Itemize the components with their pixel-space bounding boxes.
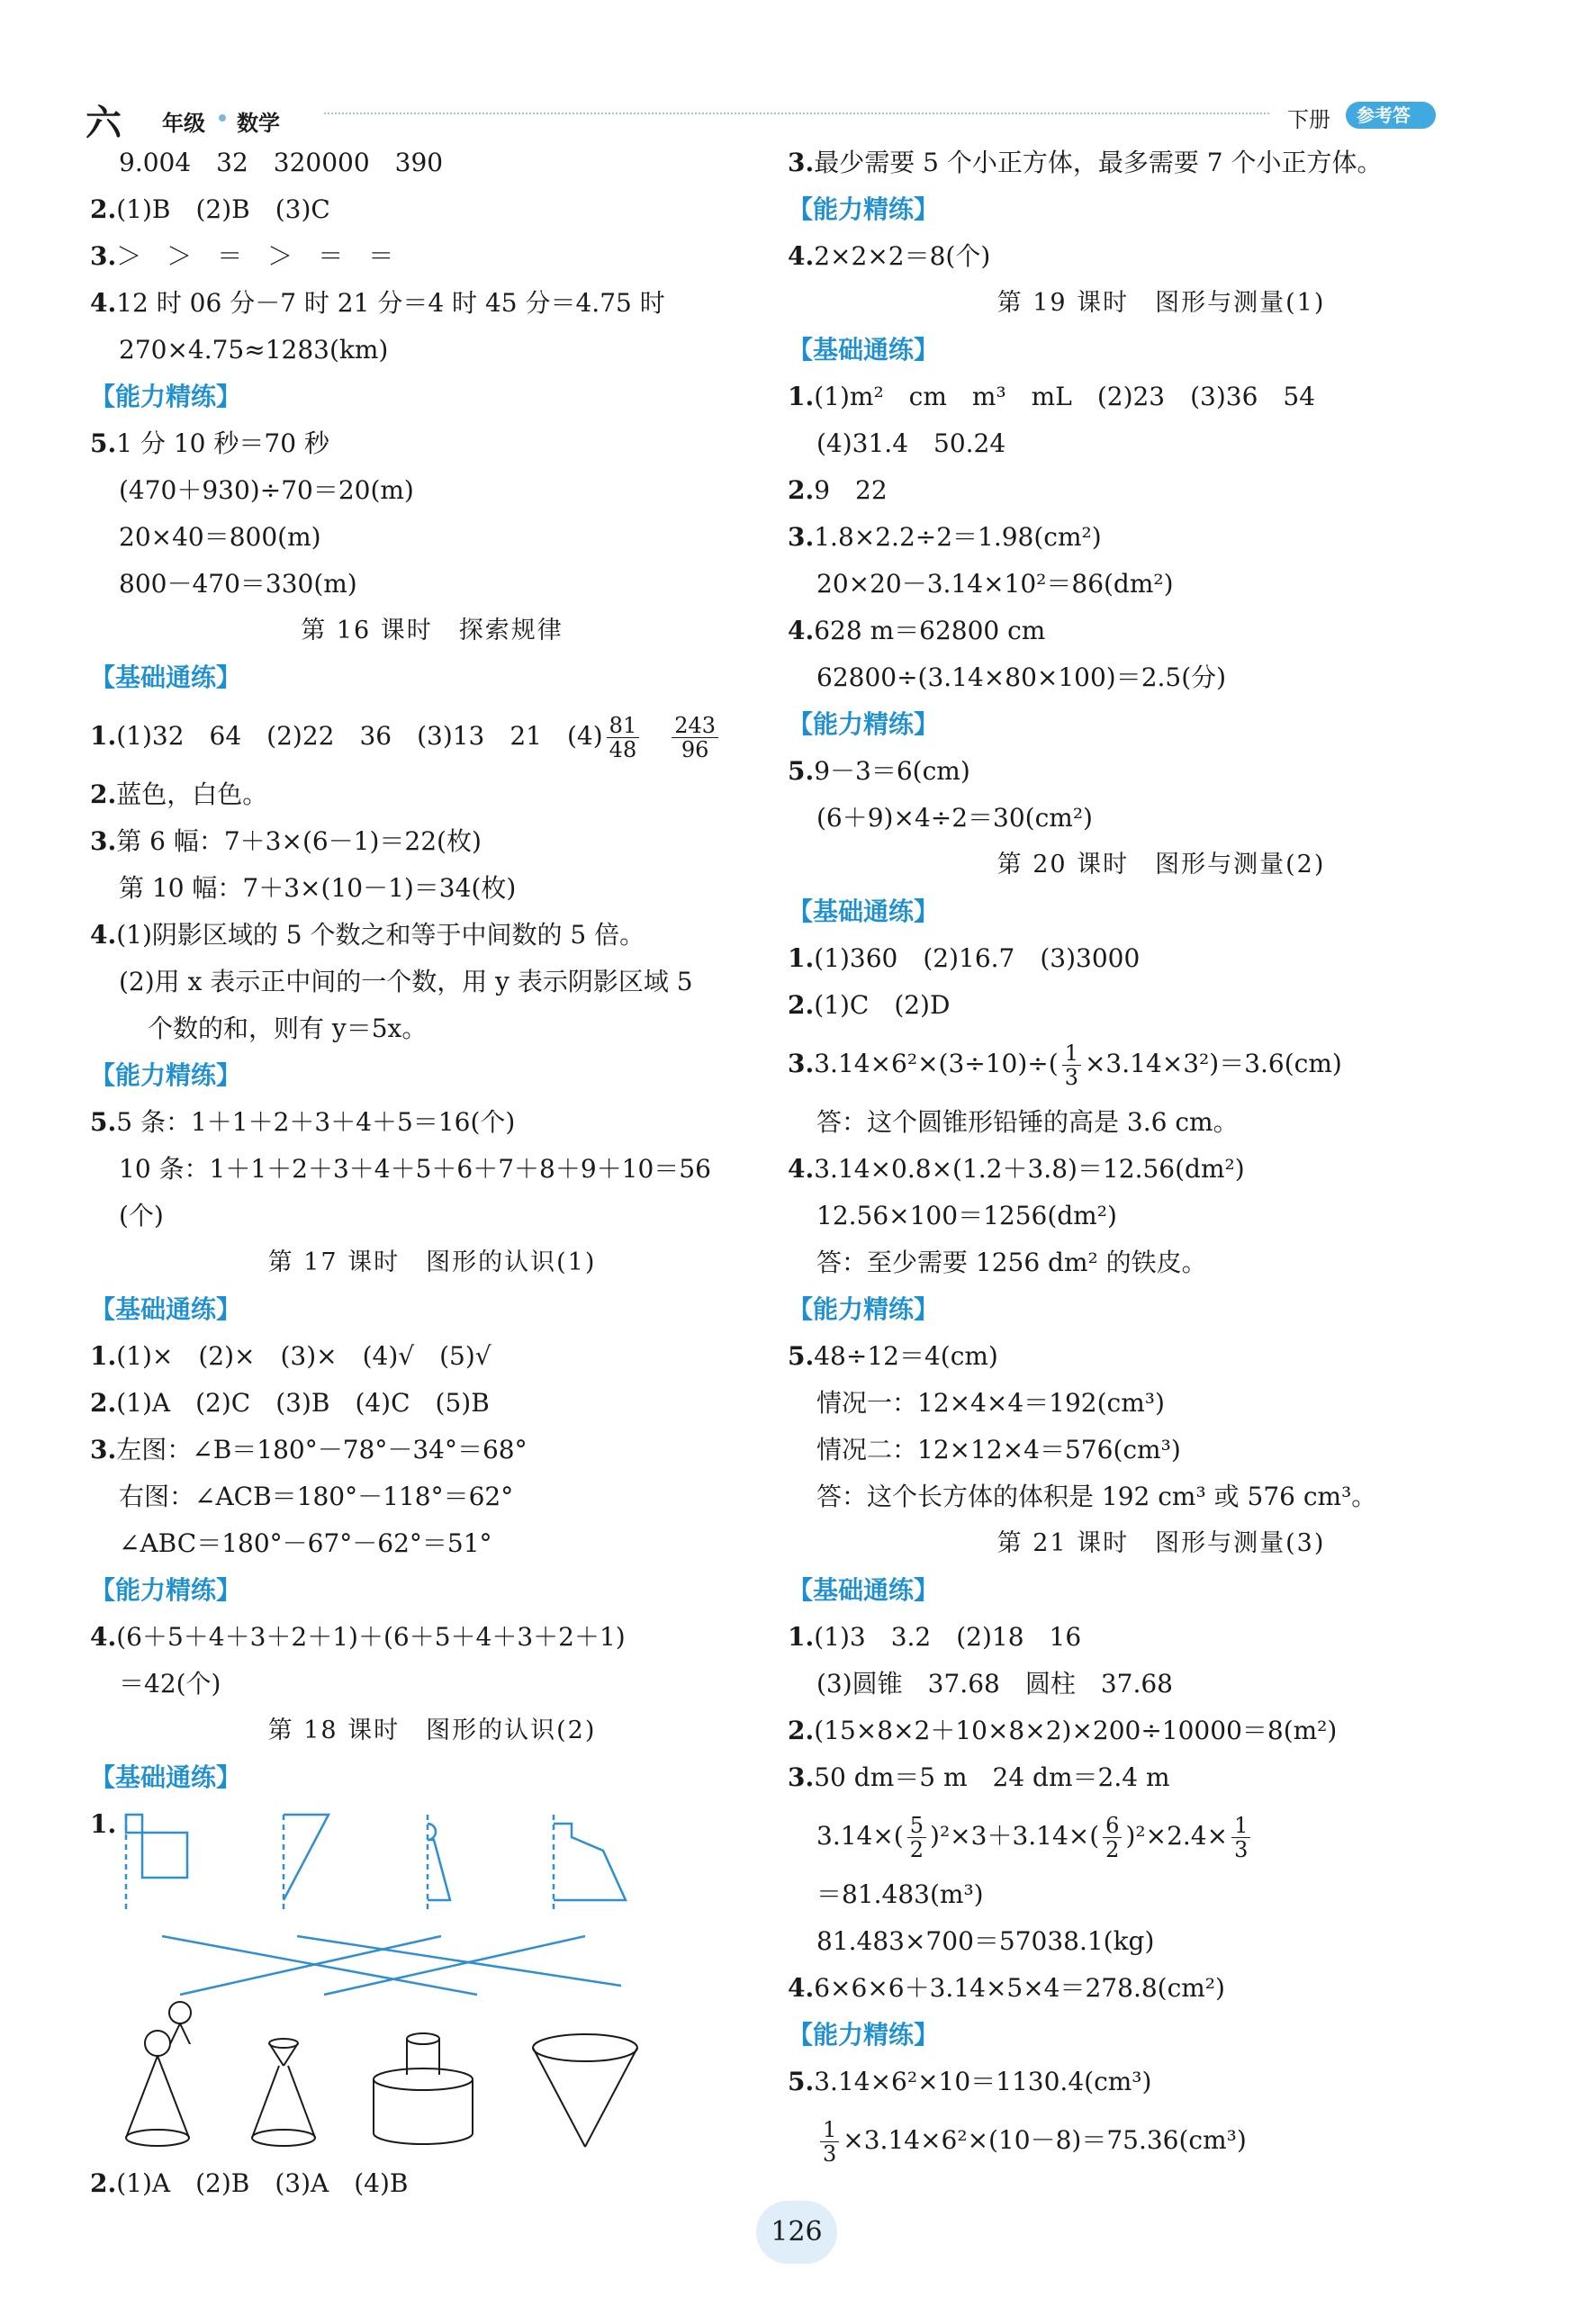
answer-line: [788, 1146, 1535, 1193]
answer-line: [90, 701, 774, 771]
answer-text: (1)C (2)D: [814, 990, 951, 1020]
section-heading: 【能力精练】: [788, 2020, 940, 2050]
item-number: 1.: [788, 1622, 815, 1652]
answer-line: [90, 1333, 774, 1380]
answer-text: (1)阴影区域的 5 个数之和等于中间数的 5 倍。: [116, 920, 645, 950]
section-heading: 【基础通练】: [788, 897, 940, 926]
section-heading: 【能力精练】: [90, 1060, 242, 1090]
page-number: 126: [756, 2201, 837, 2264]
answer-line: 情况一：12×4×4＝192(cm³): [816, 1388, 1165, 1418]
answer-line: [788, 2059, 1535, 2105]
page-header: [86, 95, 1436, 153]
answer-line: 答：这个长方体的体积是 192 cm³ 或 576 cm³。: [816, 1482, 1377, 1511]
item-number: 5.: [788, 756, 815, 786]
item-number: 5.: [788, 2067, 815, 2096]
solid-cylinders: [374, 2033, 473, 2144]
answer-text: 2×2×2＝8(个): [814, 241, 991, 271]
lesson-title: 第 21 课时 图形与测量(3): [996, 1529, 1326, 1557]
answer-line: [788, 374, 1535, 420]
answer-line: [788, 467, 1535, 514]
answer-text: 蓝色，白色。: [116, 780, 268, 809]
answer-badge: 参考答案: [1346, 102, 1436, 129]
answer-line: [788, 1754, 1535, 1801]
answer-line: [90, 1099, 774, 1146]
answer-line: ∠ABC＝180°－67°－62°＝51°: [119, 1528, 492, 1558]
fraction: $\frac{1}{3}$: [820, 2118, 839, 2167]
answer-text: (1)32 64 (2)22 36 (3)13 21 (4): [116, 721, 603, 751]
top-shape-1: [126, 1815, 187, 1914]
item-number: 4.: [788, 1973, 815, 2003]
lesson-title: 第 20 课时 图形与测量(2): [996, 851, 1326, 879]
answer-line: 第 10 幅：7＋3×(10－1)＝34(枚): [119, 873, 517, 903]
item-number: 2.: [90, 194, 117, 224]
answer-text: (6＋5＋4＋3＋2＋1)＋(6＋5＋4＋3＋2＋1): [116, 1622, 626, 1652]
fraction: $\frac{1}{3}$: [1231, 1814, 1250, 1862]
section-heading: 【能力精练】: [788, 709, 940, 739]
shape-matching-diagram: [117, 1801, 693, 2044]
answer-line: [90, 233, 774, 280]
answer-text: 12 时 06 分－7 时 21 分＝4 时 45 分＝4.75 时: [116, 288, 665, 318]
item-number: 3.: [90, 1435, 117, 1464]
answer-line: [788, 1801, 1535, 1871]
item-number: 4.: [90, 288, 117, 318]
item-number: 1.: [788, 382, 815, 411]
answer-text: (1)B (2)B (3)C: [116, 194, 330, 224]
answer-line: [788, 140, 1535, 186]
item-number: 3.: [788, 1762, 815, 1792]
top-shape-4: [554, 1815, 626, 1914]
answer-line: [788, 514, 1535, 561]
answer-line: 右图：∠ACB＝180°－118°＝62°: [119, 1482, 514, 1511]
answer-text: (1)m² cm m³ mL (2)23 (3)36 54: [814, 382, 1316, 411]
answer-line: [90, 912, 774, 959]
lesson-title: 第 19 课时 图形与测量(1): [996, 289, 1326, 317]
section-heading: 【能力精练】: [90, 382, 242, 411]
item-number: 3.: [90, 826, 117, 856]
answer-text: (1)× (2)× (3)× (4)√ (5)√: [116, 1341, 491, 1371]
answer-line: [788, 1029, 1535, 1099]
item-number: 1.: [90, 1809, 117, 1839]
lesson-title: 第 16 课时 探索规律: [301, 617, 564, 644]
section-heading: 【能力精练】: [788, 194, 940, 224]
solid-inverted-cone: [533, 2034, 637, 2147]
answer-line: 270×4.75≈1283(km): [119, 335, 389, 365]
answer-line: [90, 186, 774, 233]
answer-line: [788, 935, 1535, 982]
item-number: 3.: [788, 1049, 815, 1078]
answer-text: (1)A (2)B (3)A (4)B: [116, 2168, 409, 2198]
section-heading: 【能力精练】: [788, 1294, 940, 1324]
answer-text: 3.14×6²×(3÷10)÷(: [814, 1049, 1059, 1078]
grade-label: 年级: [162, 111, 205, 136]
answer-text: )²×2.4×: [1125, 1821, 1229, 1851]
answer-line: [788, 2105, 1535, 2176]
answer-text: (1)360 (2)16.7 (3)3000: [814, 943, 1141, 973]
item-number: 3.: [788, 522, 815, 552]
answer-line: [90, 1380, 774, 1427]
answer-line: 答：至少需要 1256 dm² 的铁皮。: [816, 1248, 1207, 1277]
solid-shapes-row: [108, 2025, 684, 2160]
answer-text: 48÷12＝4(cm): [814, 1341, 998, 1371]
answer-line: [90, 1427, 774, 1473]
answer-line: (4)31.4 50.24: [816, 428, 1006, 458]
section-heading: 【基础通练】: [788, 335, 940, 365]
answer-line: (3)圆锥 37.68 圆柱 37.68: [816, 1669, 1173, 1699]
item-number: 2.: [90, 780, 117, 809]
header-divider: [324, 113, 1269, 114]
top-shape-2: [284, 1815, 329, 1914]
section-heading: 【基础通练】: [90, 1762, 242, 1792]
lesson-title: 第 17 课时 图形的认识(1): [267, 1248, 597, 1276]
answer-text: (15×8×2＋10×8×2)×200÷10000＝8(m²): [814, 1716, 1338, 1745]
answer-text: 1.8×2.2÷2＝1.98(cm²): [814, 522, 1102, 552]
answer-line: 个数的和，则有 y＝5x。: [148, 1014, 428, 1043]
answer-line: [90, 818, 774, 865]
answer-line: [90, 420, 774, 467]
item-number: 4.: [788, 1154, 815, 1184]
item-number: 5.: [90, 1107, 117, 1137]
fraction: $\frac{1}{3}$: [1062, 1041, 1081, 1090]
answer-line: [788, 233, 1535, 280]
item-number: 3.: [90, 241, 117, 271]
answer-line: [788, 1965, 1535, 2012]
fraction: $\frac{6}{2}$: [1103, 1814, 1122, 1862]
answer-line: [90, 2160, 408, 2207]
answer-line: 情况二：12×12×4＝576(cm³): [816, 1435, 1181, 1464]
answer-text: 9－3＝6(cm): [814, 756, 970, 786]
answer-text: 6×6×6＋3.14×5×4＝278.8(cm²): [814, 1973, 1225, 2003]
top-shape-3: [428, 1815, 450, 1914]
answer-text: 5 条：1＋1＋2＋3＋4＋5＝16(个): [116, 1107, 516, 1137]
answer-line: (6＋9)×4÷2＝30(cm²): [816, 803, 1093, 833]
solid-frustum-cone: [252, 2039, 315, 2146]
match-line: [297, 1936, 621, 1986]
item-number: 1.: [788, 943, 815, 973]
answer-text: )²×3＋3.14×(: [930, 1821, 1100, 1851]
answer-line: 10 条：1＋1＋2＋3＋4＋5＋6＋7＋8＋9＋10＝56: [119, 1154, 711, 1184]
solid-ball-cone: [126, 2031, 189, 2146]
grade-mark: 六: [86, 102, 122, 144]
section-heading: 【基础通练】: [90, 662, 242, 692]
answer-line: 81.483×700＝57038.1(kg): [816, 1926, 1155, 1956]
answer-line: (470＋930)÷70＝20(m): [119, 475, 414, 505]
answer-line: [90, 771, 774, 818]
answer-text: 628 m＝62800 cm: [814, 616, 1046, 645]
item-number: 4.: [788, 241, 815, 271]
answer-line: [90, 280, 774, 327]
item-number: 3.: [788, 148, 815, 177]
answer-text: 1 分 10 秒＝70 秒: [116, 428, 329, 458]
answer-line: 20×40＝800(m): [119, 522, 321, 552]
answer-line: [788, 1614, 1535, 1661]
header-dot: [219, 114, 226, 122]
answer-line: 800－470＝330(m): [119, 569, 357, 599]
answer-text: ＞ ＞ ＝ ＞ ＝ ＝: [116, 241, 394, 271]
matching-figure: [90, 1801, 774, 2044]
item-number: 4.: [90, 920, 117, 950]
item-number: 1.: [90, 721, 117, 751]
answer-text: 第 6 幅：7＋3×(6－1)＝22(枚): [116, 826, 482, 856]
answer-line: 12.56×100＝1256(dm²): [816, 1201, 1117, 1230]
answer-line: [788, 748, 1535, 795]
left-column: [90, 140, 774, 2044]
lesson-title: 第 18 课时 图形的认识(2): [267, 1717, 597, 1744]
match-line: [162, 1936, 477, 1995]
subject-label: 数学: [237, 111, 280, 136]
item-number: 2.: [90, 1388, 117, 1418]
answer-text: 3.14×0.8×(1.2＋3.8)＝12.56(dm²): [814, 1154, 1245, 1184]
answer-line: 20×20－3.14×10²＝86(dm²): [816, 569, 1174, 599]
item-number: 5.: [788, 1341, 815, 1371]
fraction: $\frac{5}{2}$: [907, 1814, 926, 1862]
answer-line: [788, 1333, 1535, 1380]
answer-text: (1)A (2)C (3)B (4)C (5)B: [116, 1388, 490, 1418]
answer-line: 9.004 32 320000 390: [119, 148, 444, 177]
fraction: $\frac{81}{48}$: [607, 714, 640, 762]
section-heading: 【基础通练】: [90, 1294, 242, 1324]
answer-line: (个): [119, 1201, 164, 1230]
answer-text: 3.14×6²×10＝1130.4(cm³): [814, 2067, 1152, 2096]
answer-text: 50 dm＝5 m 24 dm＝2.4 m: [814, 1762, 1170, 1792]
answer-line: [90, 1614, 774, 1661]
item-number: 4.: [788, 616, 815, 645]
answer-text: 9 22: [814, 475, 888, 505]
answer-line: [788, 608, 1535, 654]
answer-line: ＝81.483(m³): [816, 1879, 984, 1909]
item-number: 2.: [788, 990, 815, 1020]
answer-line: 62800÷(3.14×80×100)＝2.5(分): [816, 662, 1227, 692]
match-line: [180, 1936, 441, 1995]
answer-line: [788, 982, 1535, 1029]
item-number: 2.: [90, 2168, 117, 2198]
item-number: 5.: [90, 428, 117, 458]
section-heading: 【能力精练】: [90, 1575, 242, 1605]
answer-line: [788, 1708, 1535, 1754]
answer-text: (1)3 3.2 (2)18 16: [814, 1622, 1082, 1652]
answer-text: ×3.14×6²×(10－8)＝75.36(cm³): [843, 2125, 1247, 2155]
answer-line: ＝42(个): [119, 1669, 221, 1699]
item-number: 4.: [90, 1622, 117, 1652]
right-column: [788, 140, 1535, 2176]
item-number: 2.: [788, 475, 815, 505]
item-number: 2.: [788, 1716, 815, 1745]
volume-label: 下册: [1287, 107, 1330, 132]
answer-text: 最少需要 5 个小正方体，最多需要 7 个小正方体。: [814, 148, 1383, 177]
answer-text: ×3.14×3²)＝3.6(cm): [1084, 1049, 1342, 1078]
section-heading: 【基础通练】: [788, 1575, 940, 1605]
match-line: [324, 1936, 585, 1995]
item-number: 1.: [90, 1341, 117, 1371]
fraction: $\frac{243}{96}$: [672, 714, 718, 762]
answer-line: 答：这个圆锥形铅锤的高是 3.6 cm。: [816, 1107, 1239, 1137]
answer-text: 3.14×(: [816, 1821, 904, 1851]
answer-text: 左图：∠B＝180°－78°－34°＝68°: [116, 1435, 527, 1464]
answer-line: (2)用 x 表示正中间的一个数，用 y 表示阴影区域 5: [119, 967, 693, 996]
